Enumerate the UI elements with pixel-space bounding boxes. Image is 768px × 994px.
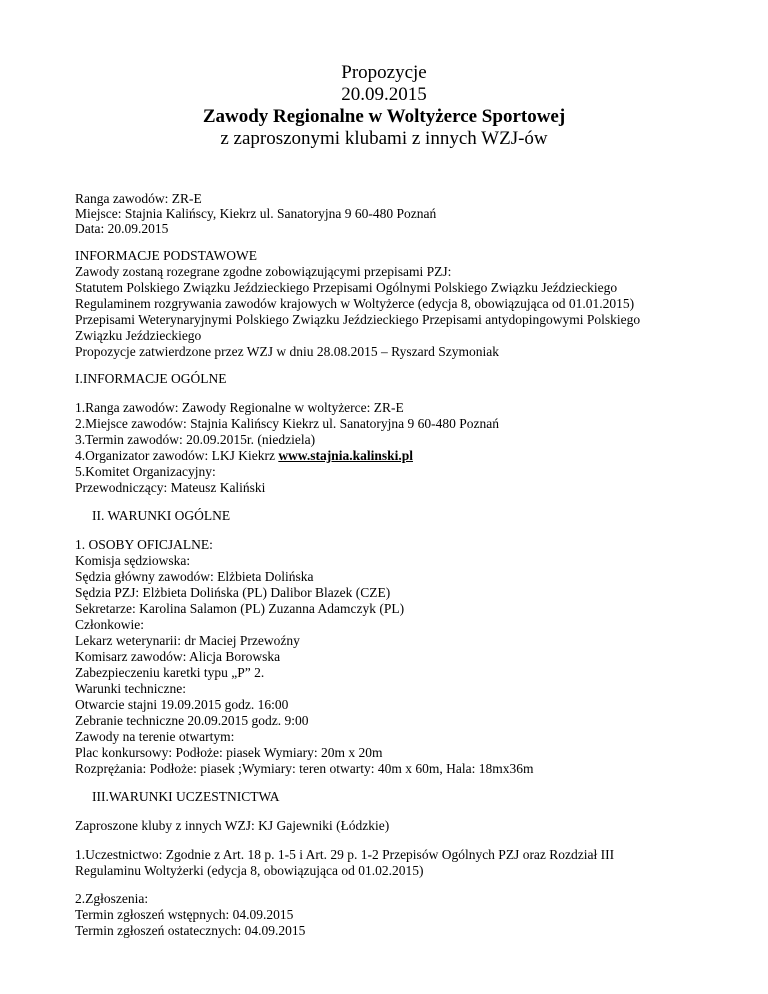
- podstawowe-line: Statutem Polskiego Związku Jeździeckiego Przepisami Ogólnymi Polskiego Związku Jeździeckiego: [75, 280, 618, 295]
- podstawowe-line: Regulaminem rozgrywania zawodów krajowych w Woltyżerce (edycja 8, obowiązująca od 01.01.2015): [75, 296, 635, 311]
- title-subtitle: z zaproszonymi klubami z innych WZJ-ów: [220, 128, 548, 149]
- section2-line: Zabezpieczeniu karetki typu „P” 2.: [75, 665, 265, 680]
- section1-line: 1.Ranga zawodów: Zawody Regionalne w woltyżerce: ZR-E: [75, 400, 404, 415]
- section2-line: Lekarz weterynarii: dr Maciej Przewoźny: [75, 633, 300, 648]
- title-event-name: Zawody Regionalne w Woltyżerce Sportowej: [202, 106, 566, 127]
- section2-line: Warunki techniczne:: [75, 681, 186, 696]
- section2-line: Członkowie:: [75, 617, 144, 632]
- podstawowe-line: Zawody zostaną rozegrane zgodne zobowiązującymi przepisami PZJ:: [75, 264, 452, 279]
- section2-line: Zawody na terenie otwartym:: [75, 729, 235, 744]
- section3-line: Regulaminu Woltyżerki (edycja 8, obowiązująca od 01.02.2015): [75, 863, 424, 878]
- section1-organizator: [75, 448, 413, 463]
- header-ranga: Ranga zawodów: ZR-E: [75, 191, 202, 206]
- section2-line: Sędzia główny zawodów: Elżbieta Dolińska: [75, 569, 314, 584]
- podstawowe-line: Propozycje zatwierdzone przez WZJ w dniu 28.08.2015 – Ryszard Szymoniak: [75, 344, 499, 359]
- podstawowe-line: Związku Jeździeckiego: [75, 328, 202, 343]
- section2-line: Rozprężania: Podłoże: piasek ;Wymiary: teren otwarty: 40m x 60m, Hala: 18mx36m: [75, 761, 534, 776]
- section2-line: 1. OSOBY OFICJALNE:: [75, 537, 213, 552]
- section2-line: Komisja sędziowska:: [75, 553, 191, 568]
- section3-line: 2.Zgłoszenia:: [75, 891, 149, 906]
- podstawowe-line: Przepisami Weterynaryjnymi Polskiego Związku Jeździeckiego Przepisami antydopingowymi Polskiego: [75, 312, 641, 327]
- section1-line: 3.Termin zawodów: 20.09.2015r. (niedziela): [75, 432, 316, 447]
- document-title: [0, 62, 768, 150]
- section1-line: 5.Komitet Organizacyjny:: [75, 464, 216, 479]
- header-miejsce: Miejsce: Stajnia Kalińscy, Kiekrz ul. Sanatoryjna 9 60-480 Poznań: [75, 206, 437, 221]
- header-data: Data: 20.09.2015: [75, 221, 169, 236]
- section1-line: Przewodniczący: Mateusz Kaliński: [75, 480, 266, 495]
- section3-line: Termin zgłoszeń wstępnych: 04.09.2015: [75, 907, 294, 922]
- section2-line: Zebranie techniczne 20.09.2015 godz. 9:00: [75, 713, 309, 728]
- section3-line: Termin zgłoszeń ostatecznych: 04.09.2015: [75, 923, 306, 938]
- title-propozycje: Propozycje: [341, 62, 427, 83]
- section2-line: Sekretarze: Karolina Salamon (PL) Zuzanna Adamczyk (PL): [75, 601, 405, 616]
- section3-invited: Zaproszone kluby z innych WZJ: KJ Gajewniki (Łódzkie): [75, 818, 390, 833]
- organizator-website-link[interactable]: www.stajnia.kalinski.pl: [278, 448, 413, 463]
- section2-line: Plac konkursowy: Podłoże: piasek Wymiary: 20m x 20m: [75, 745, 383, 760]
- section-heading-warunki-uczestnictwa: III.WARUNKI UCZESTNICTWA: [92, 789, 280, 804]
- section-heading-warunki-ogolne: II. WARUNKI OGÓLNE: [92, 508, 231, 523]
- section2-line: Otwarcie stajni 19.09.2015 godz. 16:00: [75, 697, 289, 712]
- section2-line: Sędzia PZJ: Elżbieta Dolińska (PL) Dalibor Blazek (CZE): [75, 585, 391, 600]
- section2-line: Komisarz zawodów: Alicja Borowska: [75, 649, 281, 664]
- section-heading-informacje-ogolne: I.INFORMACJE OGÓLNE: [75, 371, 227, 386]
- organizator-label: 4.Organizator zawodów: LKJ Kiekrz: [75, 448, 279, 463]
- title-date: 20.09.2015: [341, 84, 427, 105]
- section1-line: 2.Miejsce zawodów: Stajnia Kalińscy Kiekrz ul. Sanatoryjna 9 60-480 Poznań: [75, 416, 500, 431]
- section3-line: 1.Uczestnictwo: Zgodnie z Art. 18 p. 1-5 i Art. 29 p. 1-2 Przepisów Ogólnych PZJ oraz Rozdział III: [75, 847, 615, 862]
- section-heading-podstawowe: INFORMACJE PODSTAWOWE: [75, 248, 257, 263]
